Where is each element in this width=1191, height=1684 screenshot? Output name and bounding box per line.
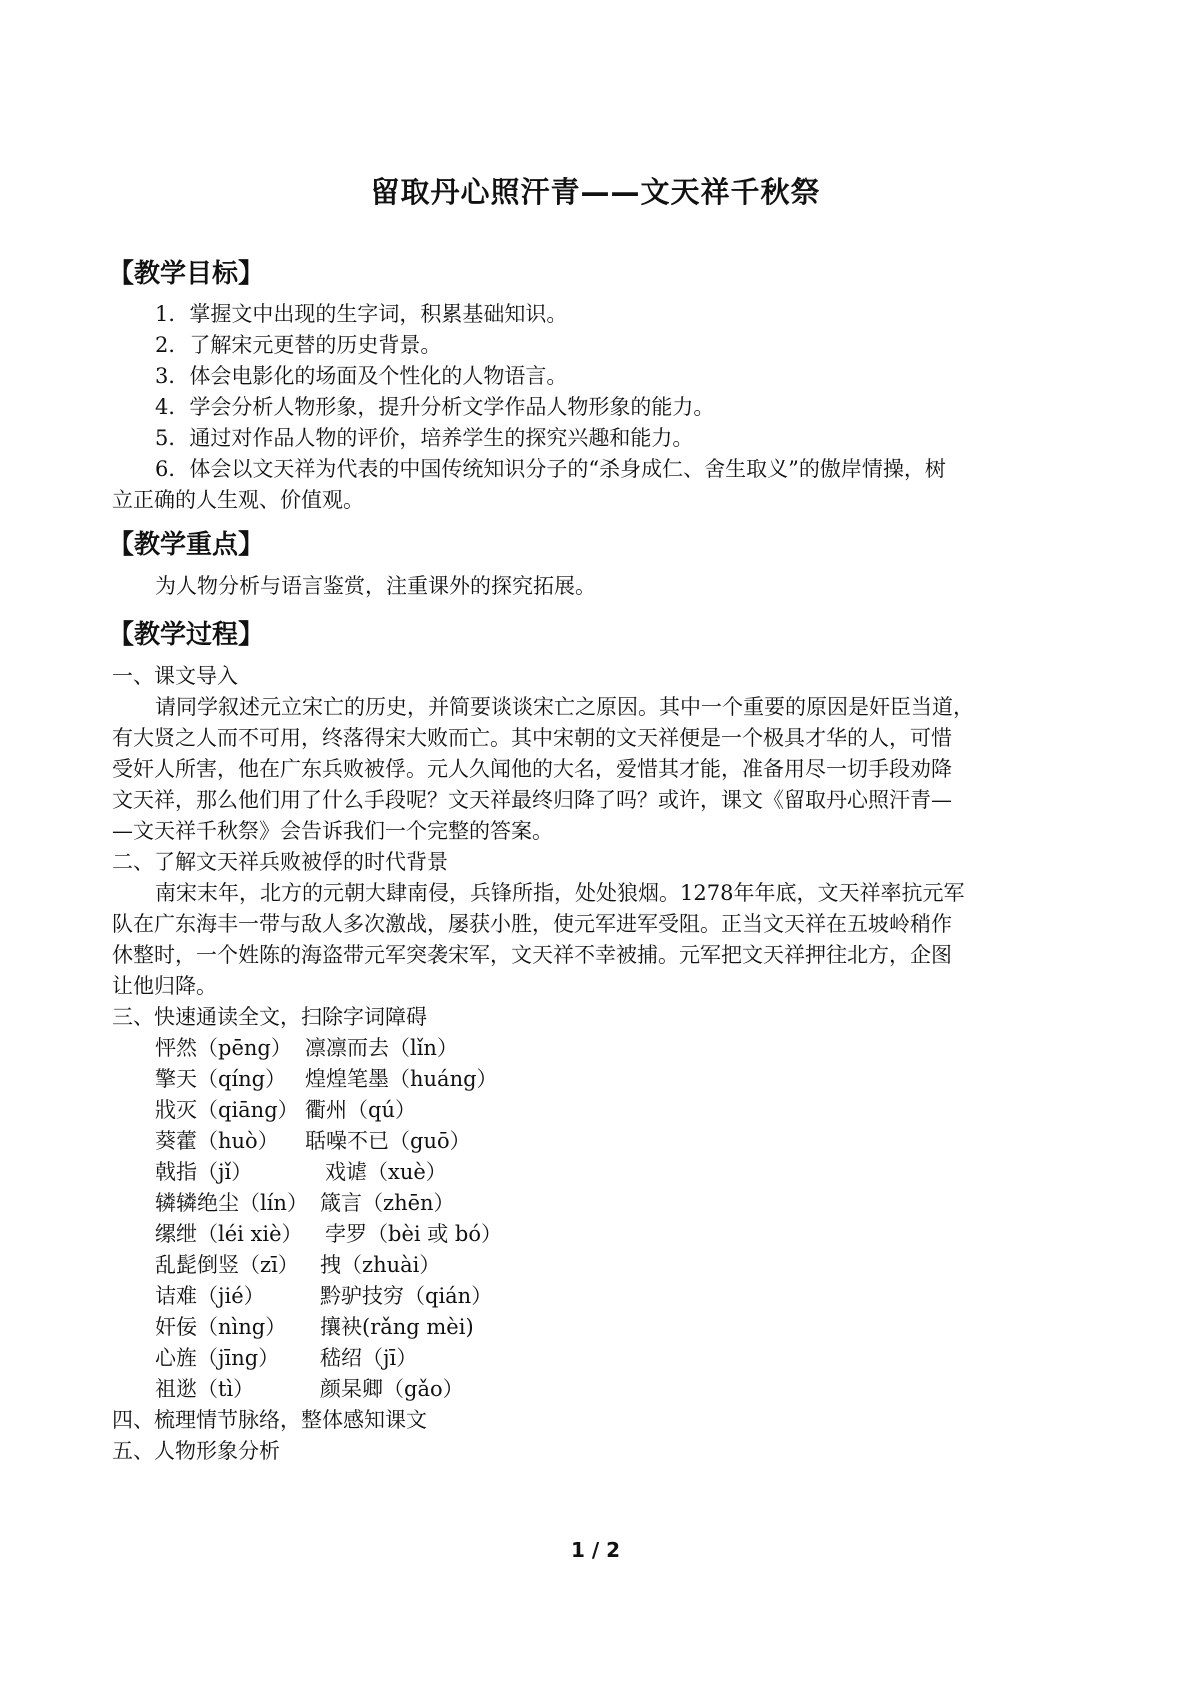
vocab-term: 乱髭倒竖（zī） xyxy=(155,1253,299,1277)
vocab-term: 衢州（qú） xyxy=(305,1098,416,1122)
vocab-row xyxy=(155,1063,498,1093)
step1-title: 一、课文导入 xyxy=(112,664,238,688)
step1-line: 有大贤之人而不可用，终落得宋大败而亡。其中宋朝的文天祥便是一个极具才华的人，可惜 xyxy=(112,726,952,750)
step5-title: 五、人物形象分析 xyxy=(112,1439,280,1463)
vocab-row xyxy=(155,1280,493,1310)
vocab-row xyxy=(155,1311,474,1341)
objective-item: 6．体会以文天祥为代表的中国传统知识分子的“杀身成仁、舍生取义”的傲岸情操，树 xyxy=(155,457,946,481)
vocab-term: 箴言（zhēn） xyxy=(320,1191,455,1215)
vocab-term: 孛罗（bèi 或 bó） xyxy=(325,1222,503,1246)
vocab-term: 戕灭（qiāng） xyxy=(155,1098,299,1122)
vocab-row xyxy=(155,1187,455,1217)
vocab-term: 凛凛而去（lǐn） xyxy=(305,1036,458,1060)
vocab-row xyxy=(155,1032,458,1062)
objective-item: 5．通过对作品人物的评价，培养学生的探究兴趣和能力。 xyxy=(155,426,694,450)
process-heading: 【教学过程】 xyxy=(108,620,265,650)
objective-item: 2．了解宋元更替的历史背景。 xyxy=(155,333,442,357)
focus-heading: 【教学重点】 xyxy=(108,530,265,560)
step1-line: —文天祥千秋祭》会告诉我们一个完整的答案。 xyxy=(112,819,553,843)
vocab-row xyxy=(155,1156,447,1186)
step1-line: 文天祥，那么他们用了什么手段呢？文天祥最终归降了吗？或许，课文《留取丹心照汗青— xyxy=(112,788,952,812)
vocab-term: 祖逖（tì） xyxy=(155,1377,255,1401)
objective-item: 1．掌握文中出现的生字词，积累基础知识。 xyxy=(155,302,568,326)
step3-title: 三、快速通读全文，扫除字词障碍 xyxy=(112,1005,427,1029)
step1-line: 受奸人所害，他在广东兵败被俘。元人久闻他的大名，爱惜其才能，准备用尽一切手段劝降 xyxy=(112,757,952,781)
vocab-term: 颜杲卿（gǎo） xyxy=(320,1377,464,1401)
vocab-row xyxy=(155,1218,503,1248)
page-number: 1 / 2 xyxy=(570,1538,621,1562)
vocab-term: 怦然（pēng） xyxy=(155,1036,292,1060)
step2-title: 二、了解文天祥兵败被俘的时代背景 xyxy=(112,850,448,874)
vocab-term: 黔驴技穷（qián） xyxy=(320,1284,493,1308)
step2-line: 让他归降。 xyxy=(112,974,217,998)
vocab-term: 擎天（qíng） xyxy=(155,1067,287,1091)
focus-text: 为人物分析与语言鉴赏，注重课外的探究拓展。 xyxy=(155,574,596,598)
page-title: 留取丹心照汗青——文天祥千秋祭 xyxy=(370,175,821,209)
objectives-heading: 【教学目标】 xyxy=(108,259,265,289)
vocab-term: 嵇绍（jī） xyxy=(320,1346,418,1370)
step2-line: 南宋末年，北方的元朝大肆南侵，兵锋所指，处处狼烟。1278年年底，文天祥率抗元军 xyxy=(155,881,965,905)
vocab-term: 戏谑（xuè） xyxy=(325,1160,447,1184)
vocab-row xyxy=(155,1094,416,1124)
vocab-row xyxy=(155,1342,418,1372)
vocab-term: 拽（zhuài） xyxy=(320,1253,441,1277)
step2-line: 队在广东海丰一带与敌人多次激战，屡获小胜，使元军进军受阻。正当文天祥在五坡岭稍作 xyxy=(112,912,952,936)
vocab-term: 奸佞（nìng） xyxy=(155,1315,287,1339)
vocab-term: 诘难（jié） xyxy=(155,1284,265,1308)
vocab-term: 戟指（jǐ） xyxy=(155,1160,253,1184)
step4-title: 四、梳理情节脉络，整体感知课文 xyxy=(112,1408,427,1432)
vocab-term: 葵藿（huò） xyxy=(155,1129,279,1153)
vocab-row xyxy=(155,1125,471,1155)
objective-item: 4．学会分析人物形象，提升分析文学作品人物形象的能力。 xyxy=(155,395,715,419)
objective-item: 3．体会电影化的场面及个性化的人物语言。 xyxy=(155,364,568,388)
step1-line: 请同学叙述元立宋亡的历史，并简要谈谈宋亡之原因。其中一个重要的原因是奸臣当道， xyxy=(155,695,974,719)
vocab-row xyxy=(155,1249,441,1279)
objective-item-continued: 立正确的人生观、价值观。 xyxy=(112,488,364,512)
vocab-term: 聒噪不已（guō） xyxy=(305,1129,471,1153)
vocab-term: 煌煌笔墨（huáng） xyxy=(305,1067,498,1091)
vocab-term: 心旌（jīng） xyxy=(155,1346,280,1370)
vocab-term: 攘袂(rǎng mèi) xyxy=(320,1315,474,1339)
vocab-term: 缧绁（léi xiè） xyxy=(155,1222,303,1246)
step2-line: 休整时，一个姓陈的海盗带元军突袭宋军，文天祥不幸被捕。元军把文天祥押往北方，企图 xyxy=(112,943,952,967)
vocab-term: 辚辚绝尘（lín） xyxy=(155,1191,308,1215)
vocab-row xyxy=(155,1373,464,1403)
